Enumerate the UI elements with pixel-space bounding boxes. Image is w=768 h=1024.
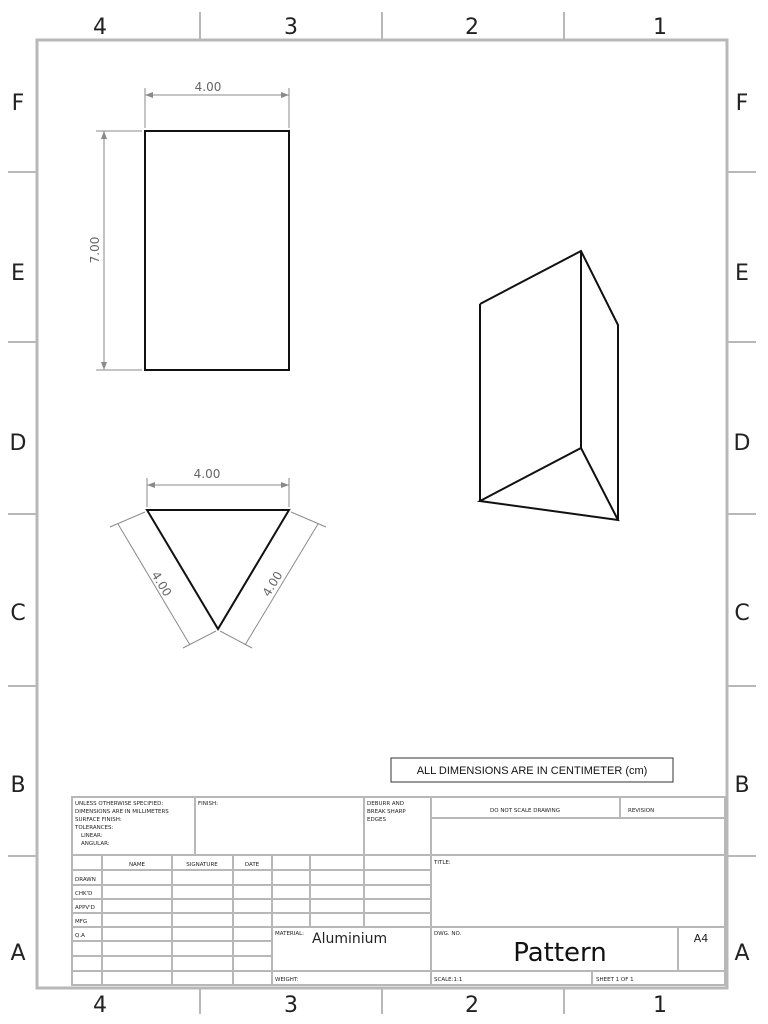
zone-col-4-top: 4	[93, 15, 107, 40]
tb-header-signature: SIGNATURE	[186, 862, 218, 868]
zone-row-a-right: A	[734, 941, 750, 966]
tb-sheet-label: SHEET 1 OF 1	[596, 977, 634, 983]
tb-row-drawn: DRAWN	[75, 877, 96, 883]
tb-material-label: MATERIAL:	[275, 931, 305, 937]
tb-deburr-0: DEBURR AND	[367, 801, 405, 807]
tb-unless-4: LINEAR:	[81, 833, 103, 839]
front-width-label: 4.00	[194, 80, 222, 94]
tb-unless-3: TOLERANCES:	[75, 825, 114, 831]
tb-dwg-no-label: DWG. NO.	[434, 931, 462, 937]
front-view	[88, 80, 289, 370]
zone-col-3-bottom: 3	[284, 993, 298, 1018]
zone-row-b-right: B	[734, 773, 750, 798]
zone-row-d-left: D	[9, 431, 27, 456]
tb-unless-2: SURFACE FINISH:	[75, 817, 122, 823]
tb-size: A4	[693, 932, 709, 945]
title-block	[72, 797, 725, 985]
zone-col-3-top: 3	[284, 15, 298, 40]
tb-title-label: TITLE:	[434, 860, 451, 866]
zone-col-1-top: 1	[653, 15, 667, 40]
zone-row-b-left: B	[10, 773, 26, 798]
front-view-outline	[145, 131, 289, 370]
zone-col-2-top: 2	[465, 15, 479, 40]
zone-col-1-bottom: 1	[653, 993, 667, 1018]
tb-header-date: DATE	[244, 862, 260, 868]
tb-weight-label: WEIGHT:	[275, 977, 299, 983]
zone-row-a-left: A	[10, 941, 26, 966]
top-view-outline	[147, 510, 289, 629]
zone-col-4-bottom: 4	[93, 993, 107, 1018]
tb-deburr-2: EDGES	[367, 817, 386, 823]
zone-ticks	[8, 12, 756, 1014]
tb-material-value: Aluminium	[312, 931, 388, 947]
tb-dwg-no-value: Pattern	[513, 938, 607, 968]
tb-unless-5: ANGULAR:	[81, 841, 110, 847]
tb-revision-label: REVISION	[628, 808, 655, 814]
zone-row-c-right: C	[734, 601, 750, 626]
top-view	[110, 467, 326, 648]
tb-finish-label: FINISH:	[198, 801, 219, 807]
zone-col-2-bottom: 2	[465, 993, 479, 1018]
tb-deburr-1: BREAK SHARP	[367, 809, 406, 815]
tb-header-name: NAME	[128, 862, 146, 868]
units-note: ALL DIMENSIONS ARE IN CENTIMETER (cm)	[416, 765, 648, 777]
top-right-side-label: 4.00	[259, 568, 286, 599]
tb-row-appvd: APPV'D	[75, 905, 95, 911]
tb-do-not-scale: DO NOT SCALE DRAWING	[490, 808, 560, 814]
tb-row-qa: Q.A	[75, 933, 85, 939]
zone-row-f-right: F	[735, 91, 749, 116]
tb-row-mfg: MFG	[75, 919, 88, 925]
front-height-label: 7.00	[88, 236, 102, 264]
top-left-side-label: 4.00	[148, 568, 175, 599]
isometric-view	[480, 251, 618, 520]
top-width-label: 4.00	[193, 467, 221, 481]
zone-row-d-right: D	[733, 431, 751, 456]
zone-row-e-left: E	[11, 261, 25, 286]
tb-unless-1: DIMENSIONS ARE IN MILLIMETERS	[75, 809, 169, 815]
tb-scale-label: SCALE:1:1	[434, 977, 463, 983]
zone-row-e-right: E	[735, 261, 749, 286]
zone-row-c-left: C	[10, 601, 26, 626]
zone-row-f-left: F	[11, 91, 25, 116]
tb-unless-0: UNLESS OTHERWISE SPECIFIED:	[75, 801, 164, 807]
tb-row-chkd: CHK'D	[75, 891, 93, 897]
